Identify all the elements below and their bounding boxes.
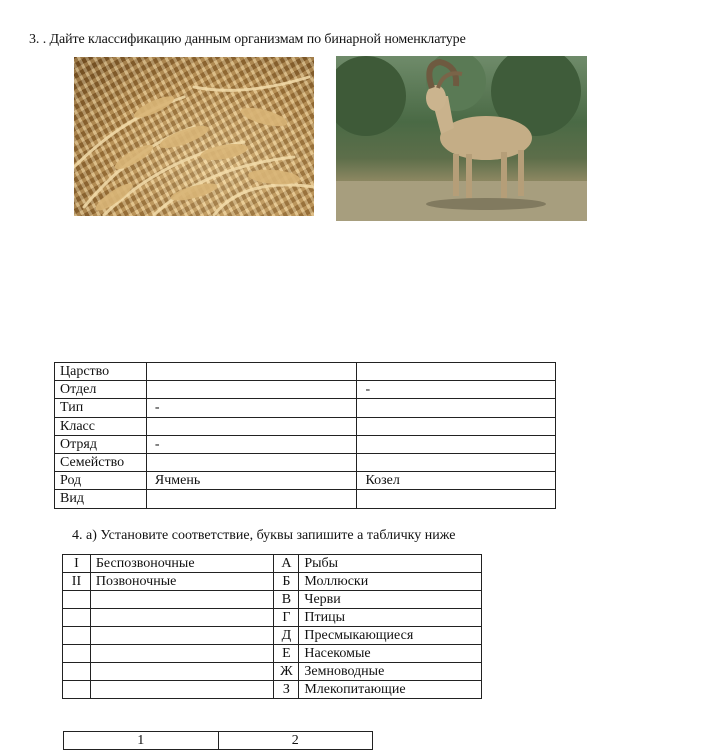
- matching-row: [63, 645, 482, 663]
- matching-row: [63, 609, 482, 627]
- taxonomy-rank-label: Вид: [55, 490, 147, 508]
- taxonomy-rank-label: Класс: [55, 417, 147, 435]
- animal-letter: Е: [274, 645, 299, 663]
- animal-letter: Ж: [274, 663, 299, 681]
- taxonomy-row: [55, 490, 556, 508]
- taxonomy-rank-label: Тип: [55, 399, 147, 417]
- matching-row: [63, 663, 482, 681]
- ibex-photo: [336, 56, 587, 221]
- wheat-photo: [74, 57, 314, 216]
- answer-header-2: 2: [218, 732, 373, 750]
- barley-cell[interactable]: Ячмень: [146, 472, 357, 490]
- goat-cell[interactable]: [357, 363, 556, 381]
- goat-cell[interactable]: [357, 417, 556, 435]
- group-number: [63, 645, 91, 663]
- group-number: [63, 663, 91, 681]
- animal-class: Черви: [299, 591, 482, 609]
- matching-table: [62, 554, 482, 699]
- barley-cell[interactable]: -: [146, 399, 357, 417]
- matching-row: [63, 681, 482, 699]
- group-name: Беспозвоночные: [90, 555, 274, 573]
- goat-cell[interactable]: [357, 399, 556, 417]
- taxonomy-table: [54, 362, 556, 509]
- animal-letter: В: [274, 591, 299, 609]
- question-3-text: 3. . Дайте классификацию данным организмам по бинарной номенклатуре: [29, 32, 466, 47]
- group-number: [63, 609, 91, 627]
- answer-header-1: 1: [64, 732, 219, 750]
- taxonomy-row: [55, 453, 556, 471]
- barley-cell[interactable]: [146, 453, 357, 471]
- taxonomy-row: [55, 435, 556, 453]
- animal-letter: З: [274, 681, 299, 699]
- matching-row: [63, 555, 482, 573]
- barley-cell[interactable]: [146, 381, 357, 399]
- taxonomy-rank-label: Отряд: [55, 435, 147, 453]
- group-number: [63, 591, 91, 609]
- answer-header-row: [64, 732, 373, 750]
- answer-table: [63, 731, 373, 750]
- animal-class: Моллюски: [299, 573, 482, 591]
- animal-class: Млекопитающие: [299, 681, 482, 699]
- group-name: [90, 681, 274, 699]
- taxonomy-rank-label: Род: [55, 472, 147, 490]
- question-4-text: 4. а) Установите соответствие, буквы запишите а табличку ниже: [72, 528, 456, 543]
- group-name: [90, 609, 274, 627]
- group-name: [90, 591, 274, 609]
- goat-cell[interactable]: [357, 490, 556, 508]
- goat-icon: [336, 56, 587, 221]
- barley-cell[interactable]: [146, 490, 357, 508]
- barley-cell[interactable]: [146, 417, 357, 435]
- goat-cell[interactable]: -: [357, 381, 556, 399]
- group-number: [63, 627, 91, 645]
- group-number: I: [63, 555, 91, 573]
- group-name: Позвоночные: [90, 573, 274, 591]
- taxonomy-row: [55, 417, 556, 435]
- taxonomy-rank-label: Отдел: [55, 381, 147, 399]
- wheat-ears-icon: [74, 57, 314, 216]
- taxonomy-row: [55, 363, 556, 381]
- group-number: [63, 681, 91, 699]
- matching-row: [63, 591, 482, 609]
- animal-class: Птицы: [299, 609, 482, 627]
- taxonomy-rank-label: Царство: [55, 363, 147, 381]
- taxonomy-row: [55, 381, 556, 399]
- animal-letter: Г: [274, 609, 299, 627]
- group-name: [90, 645, 274, 663]
- goat-cell[interactable]: Козел: [357, 472, 556, 490]
- matching-row: [63, 573, 482, 591]
- animal-class: Насекомые: [299, 645, 482, 663]
- taxonomy-row: [55, 399, 556, 417]
- taxonomy-rank-label: Семейство: [55, 453, 147, 471]
- animal-class: Земноводные: [299, 663, 482, 681]
- animal-letter: Б: [274, 573, 299, 591]
- animal-letter: А: [274, 555, 299, 573]
- taxonomy-row: [55, 472, 556, 490]
- animal-class: Рыбы: [299, 555, 482, 573]
- animal-letter: Д: [274, 627, 299, 645]
- goat-cell[interactable]: [357, 435, 556, 453]
- animal-class: Пресмыкающиеся: [299, 627, 482, 645]
- group-name: [90, 663, 274, 681]
- goat-cell[interactable]: [357, 453, 556, 471]
- barley-cell[interactable]: [146, 363, 357, 381]
- barley-cell[interactable]: -: [146, 435, 357, 453]
- matching-row: [63, 627, 482, 645]
- group-name: [90, 627, 274, 645]
- group-number: II: [63, 573, 91, 591]
